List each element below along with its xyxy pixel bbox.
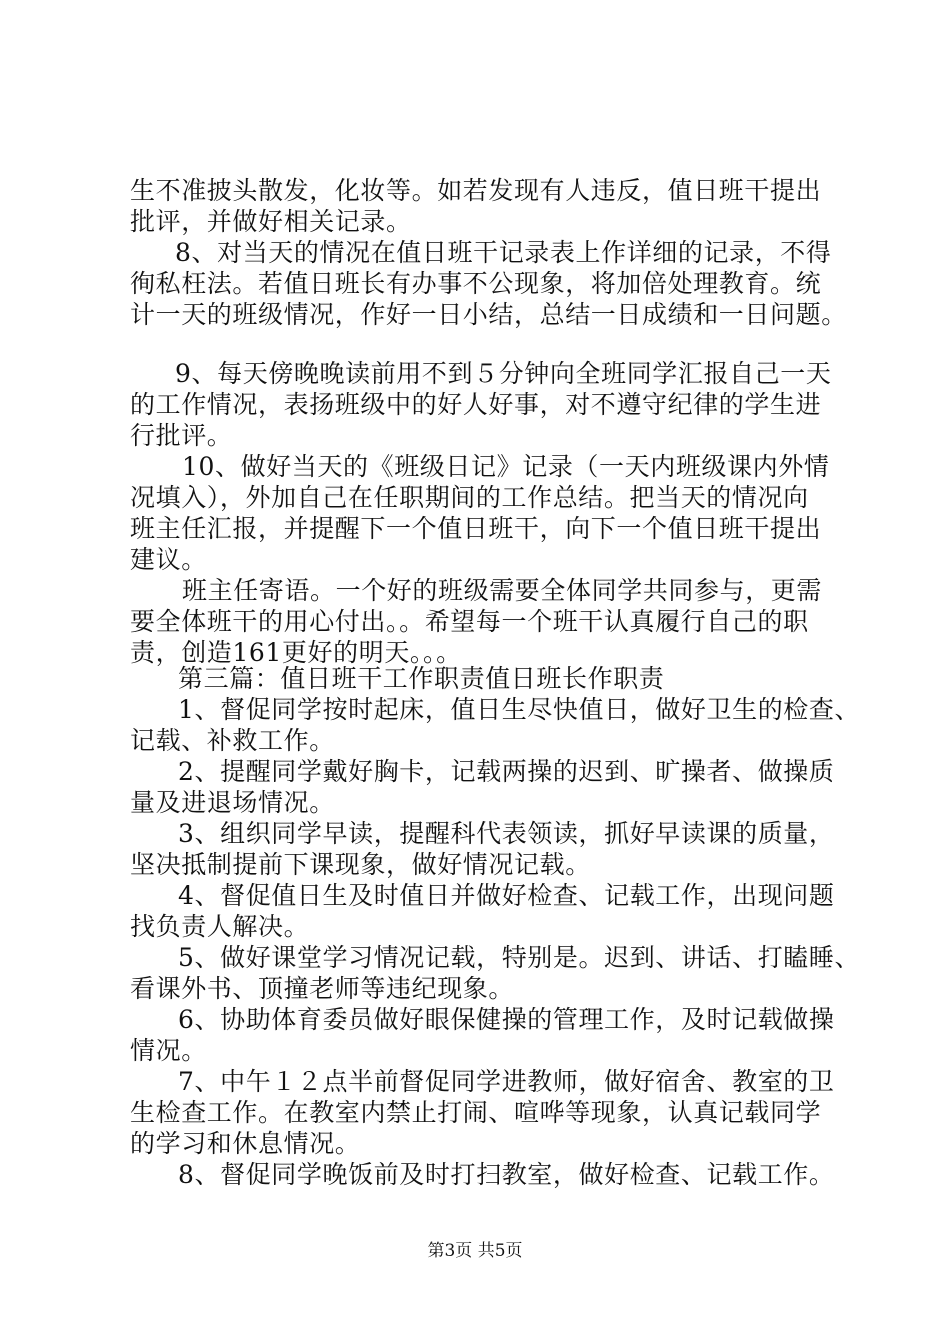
text-line: 记载、补救工作。 bbox=[130, 726, 335, 755]
text-line: 找负责人解决。 bbox=[130, 912, 310, 941]
text-line: 看课外书、顶撞老师等违纪现象。 bbox=[130, 974, 515, 1003]
text-line: 5、做好课堂学习情况记载，特别是。迟到、讲话、打瞌睡、 bbox=[178, 943, 861, 972]
text-line: 班主任汇报，并提醒下一个值日班干，向下一个值日班干提出 bbox=[130, 514, 822, 543]
text-line: 计一天的班级情况，作好一日小结，总结一日成绩和一日问题。 bbox=[130, 300, 847, 329]
text-line: 批评，并做好相关记录。 bbox=[130, 207, 412, 236]
text-line: 量及进退场情况。 bbox=[130, 788, 335, 817]
text-line: 徇私枉法。若值日班长有办事不公现象，将加倍处理教育。统 bbox=[130, 269, 822, 298]
text-line: 况填入），外加自己在任职期间的工作总结。把当天的情况向 bbox=[130, 483, 809, 512]
text-line: 3、组织同学早读，提醒科代表领读，抓好早读课的质量， bbox=[178, 819, 835, 848]
text-line: 2、提醒同学戴好胸卡，记载两操的迟到、旷操者、做操质 bbox=[178, 757, 835, 786]
text-line: 8、对当天的情况在值日班干记录表上作详细的记录，不得 bbox=[175, 238, 832, 267]
text-line: 6、协助体育委员做好眼保健操的管理工作，及时记载做操 bbox=[178, 1005, 835, 1034]
text-line: 责，创造161更好的明天。。。 bbox=[130, 638, 462, 667]
text-line: 班主任寄语。一个好的班级需要全体同学共同参与，更需 bbox=[182, 576, 823, 605]
section-heading: 第三篇：值日班干工作职责值日班长作职责 bbox=[178, 664, 665, 693]
text-line: 的工作情况，表扬班级中的好人好事，对不遵守纪律的学生进 bbox=[130, 390, 822, 419]
text-line: 建议。 bbox=[130, 545, 207, 574]
text-line: 9、每天傍晚晚读前用不到５分钟向全班同学汇报自己一天 bbox=[175, 359, 832, 388]
text-line: 生不准披头散发，化妆等。如若发现有人违反，值日班干提出 bbox=[130, 176, 822, 205]
text-line: 生检查工作。在教室内禁止打闹、喧哗等现象，认真记载同学 bbox=[130, 1098, 822, 1127]
text-line: 坚决抵制提前下课现象，做好情况记载。 bbox=[130, 850, 591, 879]
text-line: 10、做好当天的《班级日记》记录（一天内班级课内外情 bbox=[182, 452, 830, 481]
text-line: 要全体班干的用心付出。。希望每一个班干认真履行自己的职 bbox=[130, 607, 809, 636]
text-line: 情况。 bbox=[130, 1036, 207, 1065]
text-line: 7、中午１２点半前督促同学进教师，做好宿舍、教室的卫 bbox=[178, 1067, 835, 1096]
text-line: 的学习和休息情况。 bbox=[130, 1129, 361, 1158]
text-line: 4、督促值日生及时值日并做好检查、记载工作，出现问题 bbox=[178, 881, 835, 910]
text-line: 行批评。 bbox=[130, 421, 233, 450]
text-line: 8、督促同学晚饭前及时打扫教室，做好检查、记载工作。 bbox=[178, 1160, 835, 1189]
text-line: 1、督促同学按时起床，值日生尽快值日，做好卫生的检查、 bbox=[178, 695, 861, 724]
page-number-footer: 第3页 共5页 bbox=[427, 1241, 523, 1261]
